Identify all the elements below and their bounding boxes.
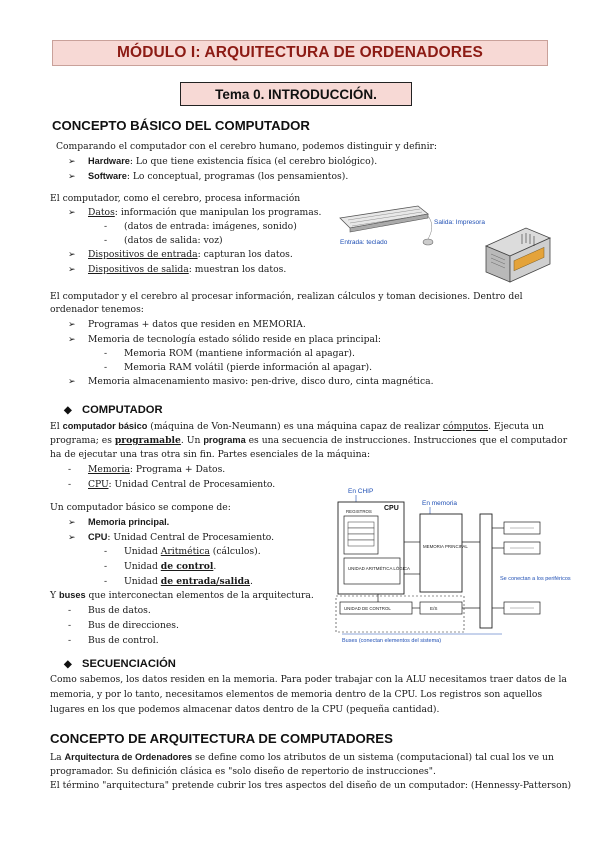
main-memory-box	[420, 514, 462, 592]
term-salida: Dispositivos de salida	[88, 264, 189, 275]
text-memoria-rom: Memoria ROM (mantiene información al apagar).	[124, 348, 355, 359]
label-memoria-principal: MEMORIA PRINCIPAL	[423, 544, 468, 549]
diamond-bullet-icon: ◆	[64, 405, 72, 416]
section-heading-arquitectura: CONCEPTO DE ARQUITECTURA DE COMPUTADORES	[50, 731, 393, 746]
arrow-bullet-icon: ➢	[68, 172, 76, 182]
label-cpu: CPU	[384, 505, 399, 512]
bullet-software	[68, 170, 348, 184]
arrow-bullet-icon: ➢	[68, 533, 76, 543]
module-title-text: MÓDULO I: ARQUITECTURA DE ORDENADORES	[117, 44, 483, 61]
def-salida: : muestran los datos.	[188, 264, 287, 275]
arrow-bullet-icon: ➢	[68, 157, 76, 167]
bullet-almacenamiento-masivo	[68, 375, 434, 389]
text-programas-memoria: Programas + datos que residen en MEMORIA.	[88, 319, 306, 330]
term-computador-basico: computador básico	[62, 421, 148, 431]
term-arquitectura-ordenadores: Arquitectura de Ordenadores	[64, 752, 193, 762]
item-memoria: - Memoria: Programa + Datos.	[68, 464, 226, 475]
sub-datos-entrada: - (datos de entrada: imágenes, sonido)	[104, 221, 297, 232]
topic-title-text: Tema 0. INTRODUCCIÓN.	[215, 86, 377, 102]
printer-icon	[486, 228, 550, 282]
term-programa: programa	[203, 435, 246, 445]
label-perifericos: Se conectan a los periféricos	[500, 576, 571, 582]
term-cpu-bold: CPU	[88, 532, 108, 542]
label-registros: REGISTROS	[346, 509, 372, 514]
secuenciacion-line1: Como sabemos, los datos residen en la memoria. Para poder trabajar con la ALU necesitamos traer datos de la	[50, 674, 567, 685]
computador-line3: ha de ejecutar una tras otra sin fin. Partes esenciales de la máquina:	[50, 449, 371, 460]
subheading-secuenciacion-text: SECUENCIACIÓN	[82, 658, 176, 670]
arquitectura-line2: programador. Su definición clásica es "solo diseño de repertorio de instrucciones".	[50, 766, 436, 777]
io-devices-figure	[336, 198, 554, 284]
bullet-dispositivos-entrada	[68, 248, 293, 262]
term-cpu: CPU	[88, 479, 109, 490]
subheading-computador-text: COMPUTADOR	[82, 404, 163, 416]
bullet-memoria-principal	[68, 516, 169, 530]
sub-unidad-control: - Unidad de control.	[104, 561, 217, 572]
term-programable: programable	[114, 435, 181, 446]
def-software: : Lo conceptual, programas (los pensamientos).	[126, 171, 349, 182]
paragraph-procesar-line1: El computador y el cerebro al procesar información, realizan cálculos y toman decisiones. Dentro del	[50, 291, 523, 302]
diamond-bullet-icon: ◆	[64, 659, 72, 670]
item-bus-datos: - Bus de datos.	[68, 605, 151, 616]
term-buses: buses	[59, 590, 86, 600]
text-almacenamiento-masivo: Memoria almacenamiento masivo: pen-drive, disco duro, cinta magnética.	[88, 376, 434, 387]
term-datos: Datos	[88, 207, 115, 218]
term-memoria-principal: Memoria principal.	[88, 517, 170, 527]
sub-unidad-aritmetica: - Unidad Aritmética (cálculos).	[104, 546, 261, 557]
bullet-hardware	[68, 155, 377, 169]
label-es: E/S	[430, 606, 438, 611]
arrow-bullet-icon: ➢	[68, 208, 76, 218]
subheading-computador	[64, 404, 163, 416]
text-datos-salida: (datos de salida: voz)	[124, 235, 223, 246]
sub-datos-salida: - (datos de salida: voz)	[104, 235, 223, 246]
topic-title	[180, 82, 412, 106]
computador-line2: programa; es programable. Un programa es una secuencia de instrucciones. Instrucciones que el computador	[50, 435, 568, 446]
arrow-bullet-icon: ➢	[68, 265, 76, 275]
arrow-bullet-icon: ➢	[68, 250, 76, 260]
arrow-bullet-icon: ➢	[68, 377, 76, 387]
term-aritmetica: Aritmética	[160, 546, 210, 557]
term-memoria: Memoria	[88, 464, 130, 475]
def-datos: : información que manipulan los programas.	[114, 207, 322, 218]
arquitectura-line3: El término "arquitectura" pretende cubrir los tres aspectos del diseño de un computador: (Hennessy-Patterson)	[50, 780, 572, 791]
term-entrada-salida: de entrada/salida	[160, 576, 251, 587]
sub-unidad-es: - Unidad de entrada/salida.	[104, 576, 253, 587]
paragraph-procesar-line2: ordenador tenemos:	[50, 304, 144, 315]
subheading-secuenciacion	[64, 658, 176, 670]
label-en-chip: En CHIP	[348, 488, 374, 495]
sub-memoria-ram: - Memoria RAM volátil (pierde información al apagar).	[104, 362, 373, 373]
label-buses-caption: Buses (conectan elementos del sistema)	[342, 638, 442, 644]
module-title	[52, 40, 548, 66]
def-hardware: : Lo que tiene existencia física (el cerebro biológico).	[129, 156, 378, 167]
bullet-programas-memoria	[68, 318, 306, 332]
term-software: Software	[88, 171, 127, 181]
term-de-control: de control	[160, 561, 214, 572]
item-bus-control: - Bus de control.	[68, 635, 159, 646]
bullet-datos	[68, 206, 321, 220]
text-datos-entrada: (datos de entrada: imágenes, sonido)	[124, 221, 297, 232]
label-salida-impresora: Salida: Impresora	[434, 219, 485, 226]
arrow-bullet-icon: ➢	[68, 320, 76, 330]
bus-column	[480, 514, 492, 628]
paragraph-buses: Y buses que interconectan elementos de la arquitectura.	[50, 590, 314, 601]
io-unit-box	[420, 602, 462, 614]
arquitectura-line1: La Arquitectura de Ordenadores se define como los atributos de un sistema (computacional) tal cual los ve un	[50, 752, 554, 763]
item-bus-direcciones: - Bus de direcciones.	[68, 620, 179, 631]
secuenciacion-line2: memoria, y por lo tanto, necesitamos elementos de memoria dentro de la CPU. Los registros son aquellos	[50, 689, 543, 700]
arrow-bullet-icon: ➢	[68, 518, 76, 528]
paragraph-procesa: El computador, como el cerebro, procesa información	[50, 193, 301, 204]
label-alu: UNIDAD ARITMÉTICA LÓGICA	[348, 566, 410, 571]
term-entrada: Dispositivos de entrada	[88, 249, 198, 260]
computador-line1: El computador básico (máquina de Von-Neumann) es una máquina capaz de realizar cómputos. Ejecuta un	[50, 421, 544, 432]
paragraph-intro: Comparando el computador con el cerebro humano, podemos distinguir y definir:	[56, 141, 438, 152]
sub-memoria-rom: - Memoria ROM (mantiene información al apagar).	[104, 348, 355, 359]
item-cpu: - CPU: Unidad Central de Procesamiento.	[68, 479, 276, 490]
secuenciacion-line3: lugares en los que podemos almacenar datos dentro de la CPU (pequeña cantidad).	[50, 704, 440, 715]
def-entrada: : capturan los datos.	[197, 249, 293, 260]
paragraph-compone: Un computador básico se compone de:	[50, 502, 231, 513]
arrow-bullet-icon: ➢	[68, 335, 76, 345]
label-unidad-control: UNIDAD DE CONTROL	[344, 606, 391, 611]
section-heading-concepto-basico: CONCEPTO BÁSICO DEL COMPUTADOR	[52, 118, 310, 133]
bullet-cpu: ➢ CPU: Unidad Central de Procesamiento.	[68, 532, 275, 543]
term-hardware: Hardware	[88, 156, 130, 166]
bullet-memoria-solido	[68, 333, 381, 347]
label-entrada-teclado: Entrada: teclado	[340, 239, 388, 246]
text-memoria-ram: Memoria RAM volátil (pierde información al apagar).	[124, 362, 373, 373]
term-computos: cómputos	[442, 421, 489, 432]
label-en-memoria: En memoria	[422, 500, 458, 507]
text-memoria-solido: Memoria de tecnología estado sólido reside en placa principal:	[88, 334, 382, 345]
bullet-dispositivos-salida	[68, 263, 286, 277]
von-neumann-diagram	[334, 484, 571, 646]
alu-box	[344, 558, 400, 584]
